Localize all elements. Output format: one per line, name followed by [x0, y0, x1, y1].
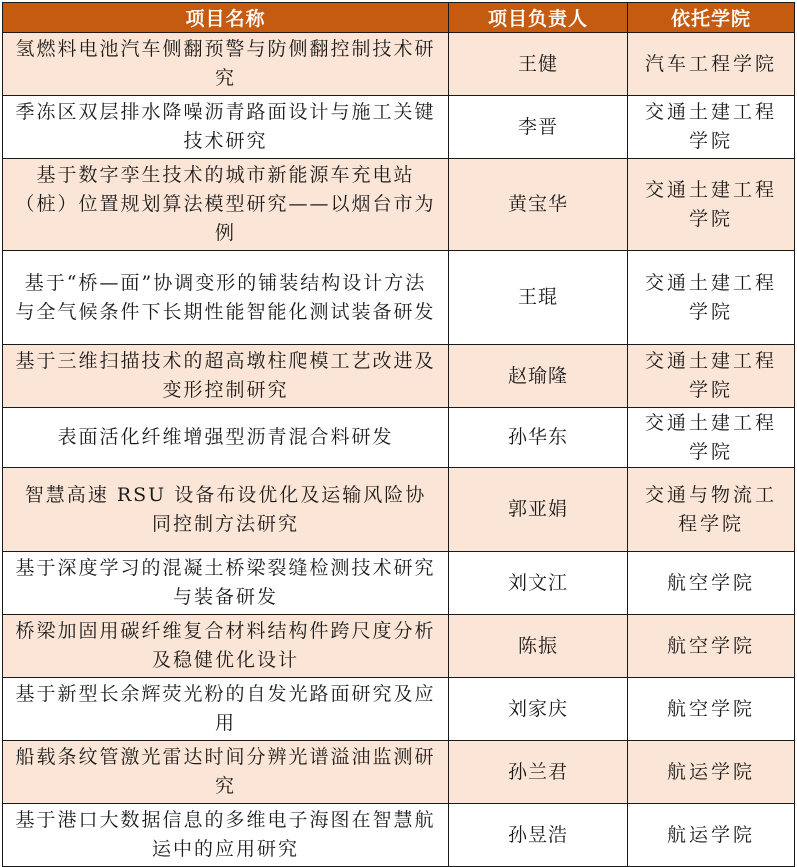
department-cell: 交通土建工程学院 [628, 345, 795, 408]
project-name-cell: 基于深度学习的混凝土桥梁裂缝检测技术研究与装备研发 [3, 552, 449, 615]
project-name-cell: 基于“桥—面”协调变形的铺装结构设计方法与全气候条件下长期性能智能化测试装备研发 [3, 251, 449, 345]
department-cell: 航空学院 [628, 678, 795, 741]
table-row [3, 33, 795, 96]
project-lead-cell: 黄宝华 [449, 159, 628, 251]
table-row [3, 408, 795, 468]
table-row [3, 804, 795, 867]
table-row [3, 678, 795, 741]
department-cell: 航运学院 [628, 804, 795, 867]
table-row [3, 741, 795, 804]
project-lead-cell: 刘文江 [449, 552, 628, 615]
project-table [2, 2, 795, 867]
header-project-lead: 项目负责人 [449, 3, 628, 33]
project-lead-cell: 郭亚娟 [449, 468, 628, 552]
project-name-cell: 桥梁加固用碳纤维复合材料结构件跨尺度分析及稳健优化设计 [3, 615, 449, 678]
project-name-cell: 基于港口大数据信息的多维电子海图在智慧航运中的应用研究 [3, 804, 449, 867]
project-lead-cell: 孙兰君 [449, 741, 628, 804]
table-header-row [3, 3, 795, 33]
table-row [3, 251, 795, 345]
project-lead-cell: 孙华东 [449, 408, 628, 468]
project-lead-cell: 孙昱浩 [449, 804, 628, 867]
project-lead-cell: 王健 [449, 33, 628, 96]
header-department: 依托学院 [628, 3, 795, 33]
department-cell: 航运学院 [628, 741, 795, 804]
project-lead-cell: 王琨 [449, 251, 628, 345]
project-lead-cell: 陈振 [449, 615, 628, 678]
header-project-name: 项目名称 [3, 3, 449, 33]
table-row [3, 552, 795, 615]
project-name-cell: 季冻区双层排水降噪沥青路面设计与施工关键技术研究 [3, 96, 449, 159]
table-row [3, 159, 795, 251]
project-name-cell: 氢燃料电池汽车侧翻预警与防侧翻控制技术研究 [3, 33, 449, 96]
project-name-cell: 智慧高速 RSU 设备布设优化及运输风险协同控制方法研究 [3, 468, 449, 552]
department-cell: 交通与物流工程学院 [628, 468, 795, 552]
department-cell: 交通土建工程学院 [628, 408, 795, 468]
table-row [3, 96, 795, 159]
table-row [3, 345, 795, 408]
project-name-cell: 基于三维扫描技术的超高墩柱爬模工艺改进及变形控制研究 [3, 345, 449, 408]
department-cell: 交通土建工程学院 [628, 159, 795, 251]
department-cell: 航空学院 [628, 615, 795, 678]
table-row [3, 468, 795, 552]
project-lead-cell: 赵瑜隆 [449, 345, 628, 408]
project-table-container [2, 2, 795, 867]
department-cell: 汽车工程学院 [628, 33, 795, 96]
department-cell: 航空学院 [628, 552, 795, 615]
project-name-cell: 船载条纹管激光雷达时间分辨光谱溢油监测研究 [3, 741, 449, 804]
table-row [3, 615, 795, 678]
project-name-cell: 基于新型长余辉荧光粉的自发光路面研究及应用 [3, 678, 449, 741]
project-name-cell: 表面活化纤维增强型沥青混合料研发 [3, 408, 449, 468]
project-name-cell: 基于数字孪生技术的城市新能源车充电站（桩）位置规划算法模型研究——以烟台市为例 [3, 159, 449, 251]
project-lead-cell: 李晋 [449, 96, 628, 159]
department-cell: 交通土建工程学院 [628, 96, 795, 159]
department-cell: 交通土建工程学院 [628, 251, 795, 345]
project-lead-cell: 刘家庆 [449, 678, 628, 741]
